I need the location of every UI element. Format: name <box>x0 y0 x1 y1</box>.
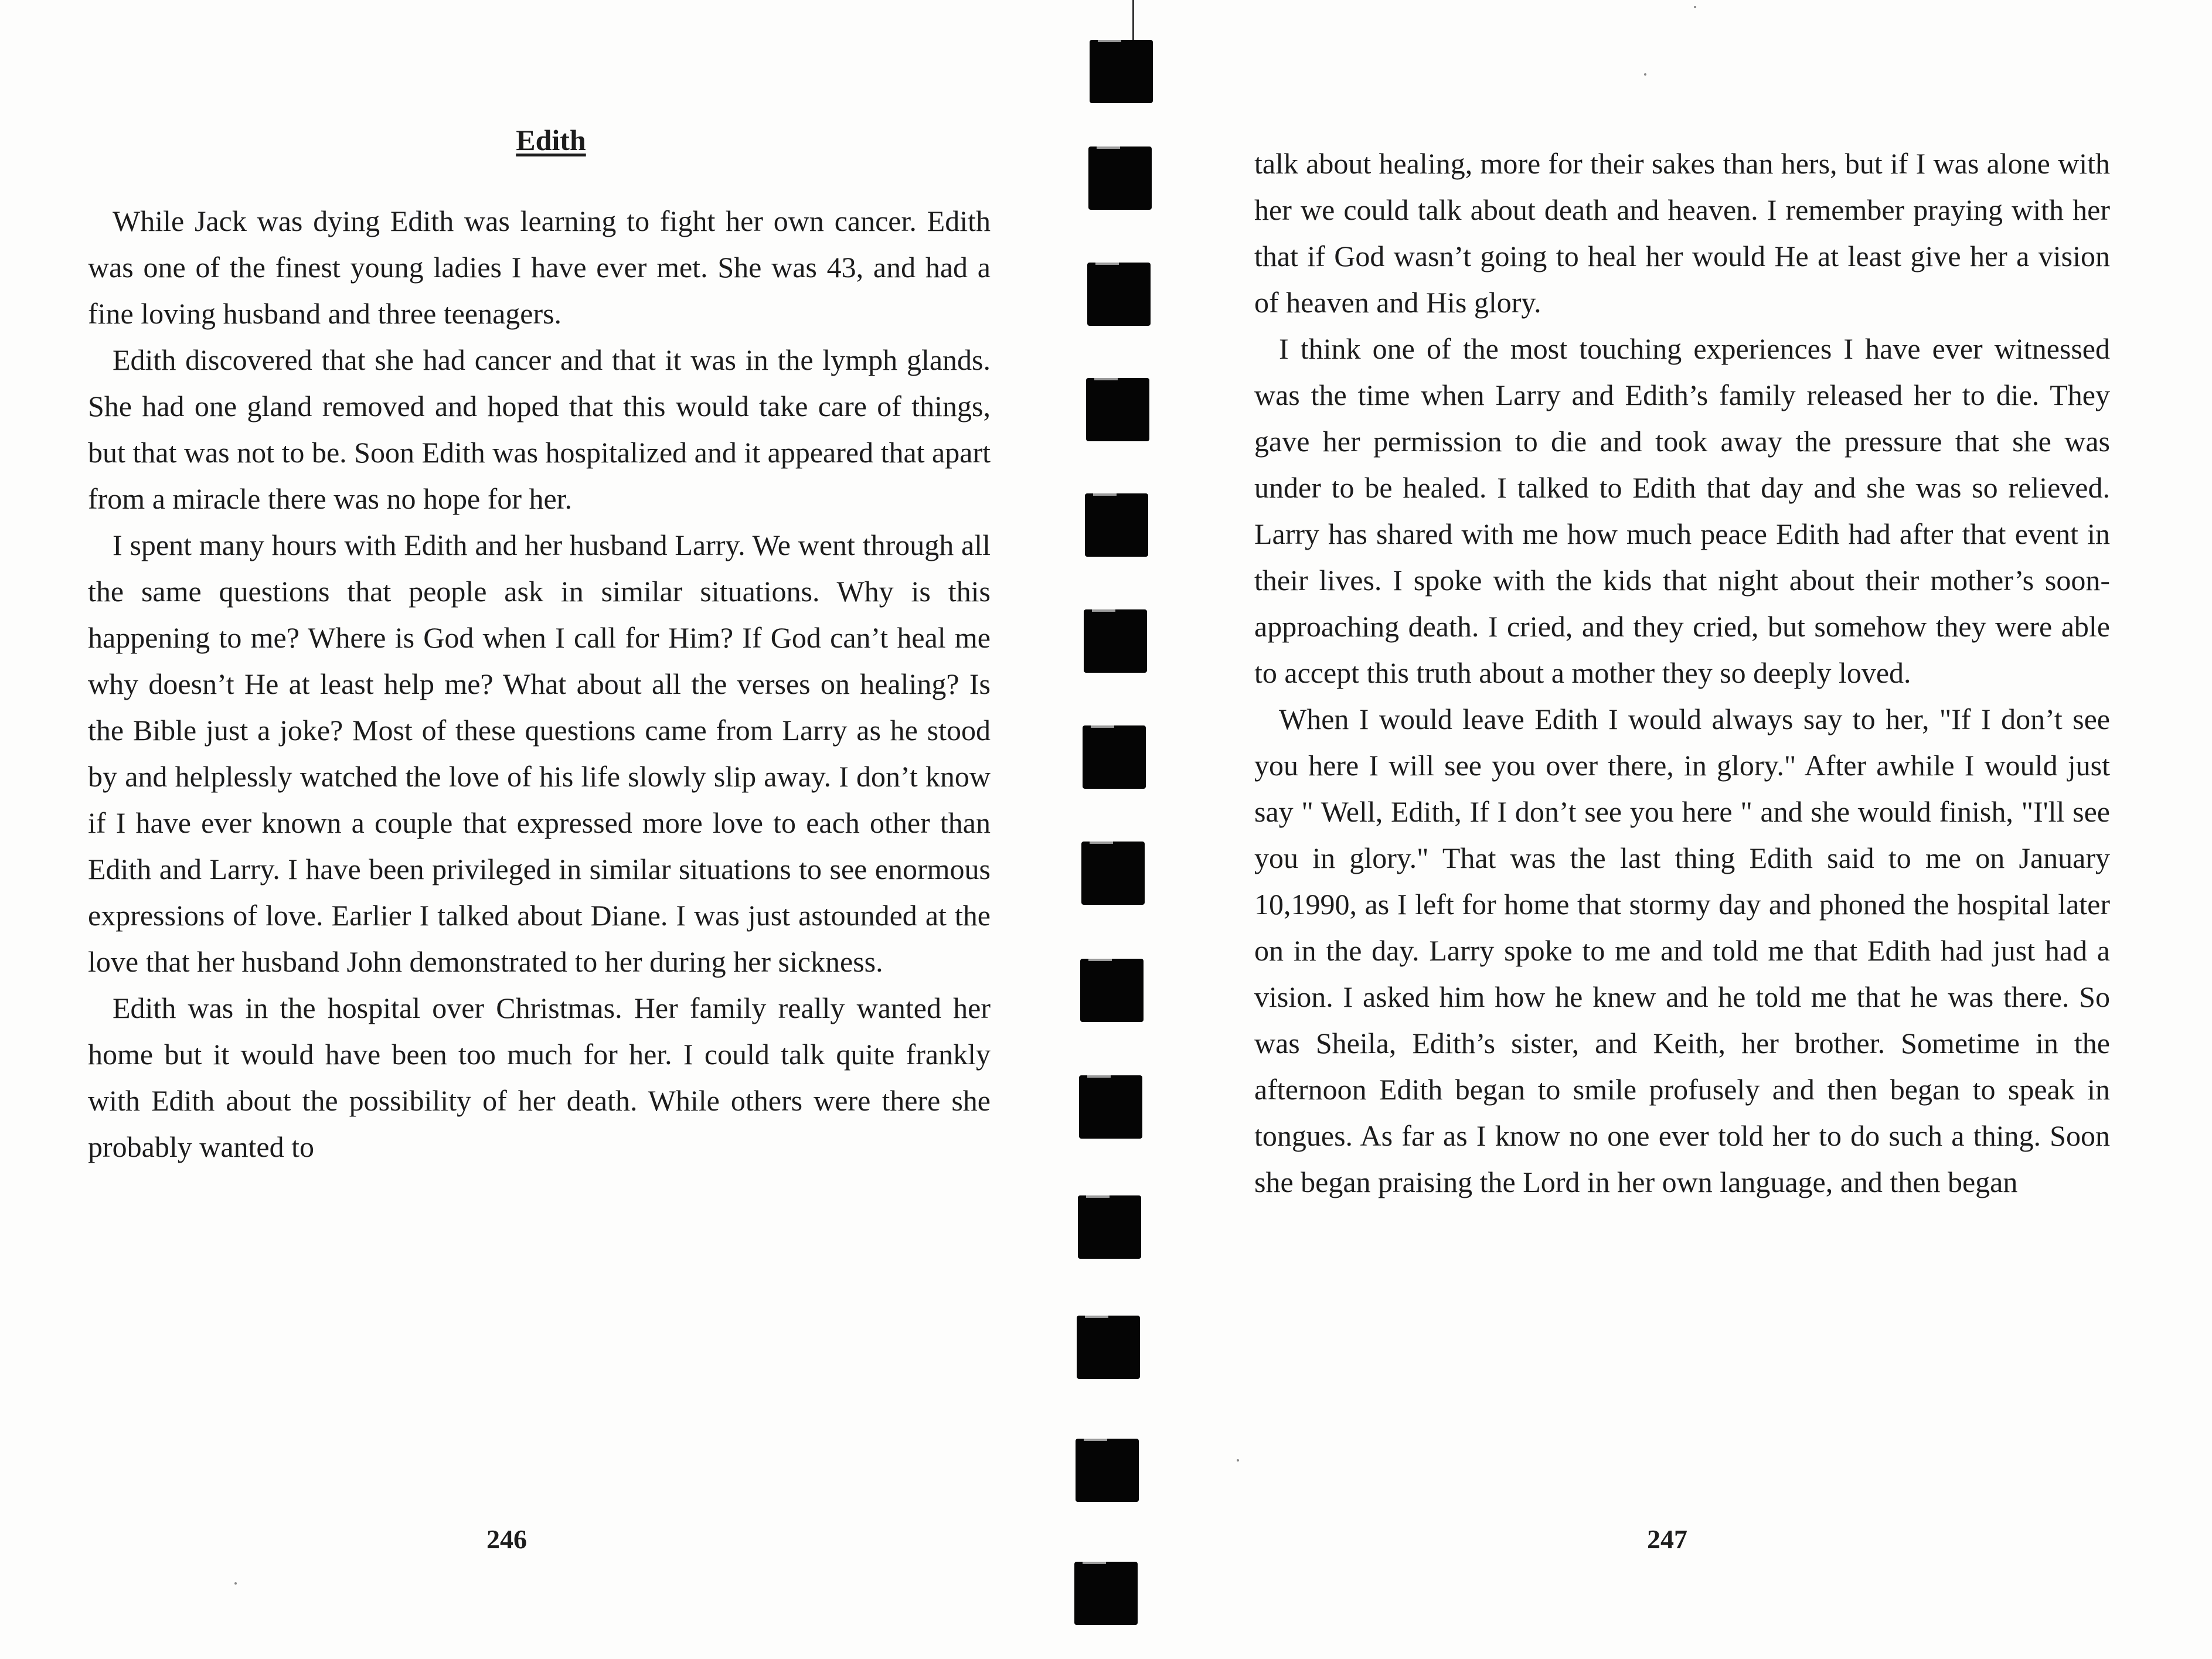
binding-coil <box>1086 378 1149 441</box>
paragraph: talk about healing, more for their sakes than hers, but if I was alone with her we could talk about death and heaven. I remember praying with her that if God wasn’t going to heal her would He at least give her a vision of heaven and His glory. <box>1254 147 2110 319</box>
page-number: 246 <box>486 1524 527 1554</box>
binding-coil <box>1083 725 1146 789</box>
binding-coil <box>1081 842 1145 905</box>
binding-coil <box>1090 40 1153 103</box>
paragraph: Edith discovered that she had cancer and that it was in the lymph glands. She had one gland removed and hoped that this would take care of things, but that was not to be. Soon Edith was hospitalized and it appeared that apart from a miracle there was no hope for her. <box>88 343 991 515</box>
paragraph: I think one of the most touching experiences I have ever witnessed was the time when Larry and Edith’s family released her to die. They gave her permission to die and took away the pressure that she was under to be healed. I talked to Edith that day and she was so relieved. Larry has shared with me how much peace Edith had after that event in their lives. I spoke with the kids that night about their mother’s soon-approaching death. I cried, and they cried, but somehow they were able to accept this truth about a mother they so deeply loved. <box>1254 332 2110 689</box>
paper-speck <box>1694 6 1696 8</box>
chapter-title: Edith <box>516 124 586 156</box>
binding-coil <box>1077 1316 1140 1379</box>
paper-speck <box>1644 73 1646 76</box>
binding-coil <box>1087 263 1151 326</box>
paragraph: While Jack was dying Edith was learning to fight her own cancer. Edith was one of the finest young ladies I have ever met. She was 43, and had a fine loving husband and three teenagers. <box>88 205 991 330</box>
page-number: 247 <box>1647 1524 1687 1554</box>
left-page <box>0 0 1055 1659</box>
binding-coil <box>1080 959 1144 1022</box>
binding-coil <box>1078 1195 1141 1259</box>
binding-coil <box>1079 1075 1142 1139</box>
binding-coil <box>1088 147 1152 210</box>
binding-coil <box>1074 1562 1138 1625</box>
binding-thread <box>1132 0 1134 41</box>
right-page <box>1202 0 2212 1659</box>
paragraph: When I would leave Edith I would always say to her, "If I don’t see you here I will see you over there, in glory." After awhile I would just say " Well, Edith, If I don’t see you here " and she would finish, "I'll see you in glory." That was the last thing Edith said to me on January 10,1990, as I left for home that stormy day and phoned the hospital later on in the day. Larry spoke to me and told me that Edith had just had a vision. I asked him how he knew and he told me that he was there. So was Sheila, Edith’s sister, and Keith, her brother. Sometime in the afternoon Edith began to smile profusely and then began to speak in tongues. As far as I know no one ever told her to do such a thing. Soon she began praising the Lord in her own language, and then began <box>1254 703 2110 1198</box>
paper-speck <box>234 1582 237 1585</box>
paper-speck <box>1237 1459 1239 1462</box>
paragraph: Edith was in the hospital over Christmas. Her family really wanted her home but it would have been too much for her. I could talk quite frankly with Edith about the possibility of her death. While others were there she probably wanted to <box>88 992 991 1163</box>
binding-coil <box>1085 493 1148 557</box>
spiral-binding <box>1064 0 1146 1659</box>
paragraph: I spent many hours with Edith and her husband Larry. We went through all the same questions that people ask in similar situations. Why is this happening to me? Where is God when I call for Him? If God can’t heal me why doesn’t He at least help me? What about all the verses on healing? Is the Bible just a joke? Most of these questions came from Larry as he stood by and helplessly watched the love of his life slowly slip away. I don’t know if I have ever known a couple that expressed more love to each other than Edith and Larry. I have been privileged in similar situations to see enormous expressions of love. Earlier I talked about Diane. I was just astounded at the love that her husband John demonstrated to her during her sickness. <box>88 529 991 978</box>
binding-coil <box>1084 609 1147 673</box>
binding-coil <box>1076 1439 1139 1502</box>
